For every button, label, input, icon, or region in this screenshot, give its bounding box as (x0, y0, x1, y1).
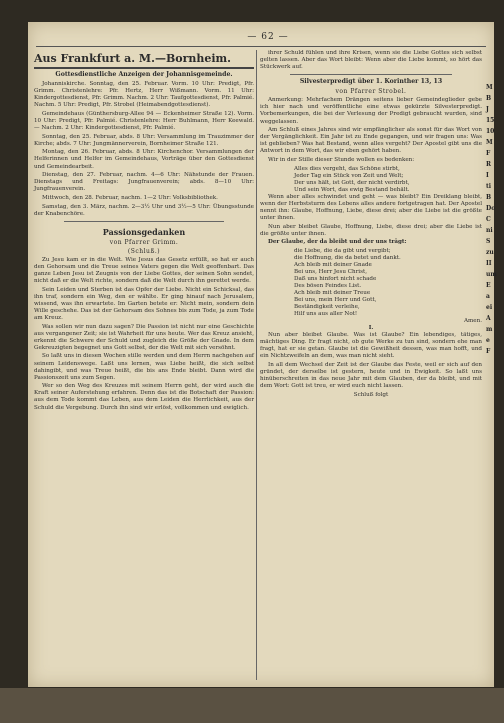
divider (290, 74, 452, 75)
masthead (34, 50, 254, 69)
announcements-list (34, 81, 254, 218)
edge-letter: F (486, 150, 491, 157)
hymn (260, 262, 482, 318)
edge-letter: um (486, 271, 497, 278)
right-intro: ihrer Schuld fühlen und ihre Krisen, wenn sie die Liebe Gottes sich selbst gelten lassen. Aber das Wort bleibt: Wenn aber die Liebe kommt, so hört das Stückwerk auf. (260, 50, 482, 71)
announcement-paragraph: Johanniskirche. Sonntag, den 25. Februar. Vorm. 10 Uhr: Predigt, Pfr. Grimm. Christenlehre: Pfr. Hertz, Herr Wißmann. Vorm. 11 Uhr: Kindergottesdienst, Pfr. Grimm. Nachm. 2 Uhr: Taufgottesdienst, Pfr. Palmié. Nachm. 5 Uhr: Predigt, Pfr. Strobel (Heimabendgottesdienst). (34, 81, 254, 109)
sermon-title: Passionsgedanken (102, 226, 186, 237)
hymn-line: Ach bleib mit deiner Treue (294, 289, 371, 296)
sermon-paragraph: Anmerkung: Mehrfachem Drängen seitens lieber Gemeindeglieder gebe ich hier nach und veröffentliche eine etwas gekürzte Silvesterpredigt. Vorbemerkungen, die bei der Verlesung der Predigt gebraucht wurden, sind weggelassen. (260, 97, 482, 125)
continued-note: Schluß folgt (353, 391, 389, 398)
sermon-paragraph: Nun aber bleibet Glaube, Hoffnung, Liebe, diese drei; aber die Liebe ist die größte unter ihnen. (260, 223, 482, 237)
edge-letter: M (486, 139, 493, 146)
adjacent-page-edge (486, 82, 497, 682)
divider (64, 221, 224, 222)
edge-letter: Do (486, 205, 496, 212)
edge-letter: F (486, 348, 491, 355)
points-heading: Der Glaube, der da bleibt und der uns trägt: (268, 239, 407, 246)
closing-paragraph: In all dem Wechsel der Zeit ist der Glaube das Feste, weil er sich auf den gründet, der derselbe ist gestern, heute und in Ewigkeit. So laßt uns hinüberschreiten in das neue Jahr mit dem Glauben, der da bleibt, und mit dem Wort: Gott ist treu, er wird euch nicht lassen. (260, 361, 482, 390)
edge-letter: I (486, 172, 489, 179)
edge-letter: A (486, 315, 491, 322)
column-separator (256, 50, 257, 680)
hymn-line: Beständigkeit verleihe, (294, 303, 360, 310)
silvester-body-2 (260, 194, 482, 238)
sermon-paragraph: Was sollen wir nun dazu sagen? Die Passion ist nicht nur eine Geschichte aus vergangener Zeit; sie ist Wahrheit für uns heute. Wer das Kreuz ansieht, erkennt die Schwere der Schuld und zugleich die Größe der Gnade. In dem Gekreuzigten begegnet uns Gott selbst, der die Welt mit sich versöhnt. (34, 323, 254, 351)
closing-paragraphs (260, 332, 482, 390)
edge-letter: M (486, 84, 493, 91)
announcement-paragraph: Dienstag, den 27. Februar, nachm. 4—6 Uhr: Nähstunde der Frauen. Dienstags und Freitags: Jungfrauenverein; abds. 8—10 Uhr: Jungfrauenverein. (34, 172, 254, 193)
edge-letter: C (486, 216, 491, 223)
announcement-paragraph: Gemeindehaus (Günthersburg-Allee 94 — Eckenheimer Straße 12). Vorm. 10 Uhr: Predigt, Pfr. Palmié. Christenlehre: Herr Buhlmann, Herr Keewald. — Nachm. 2 Uhr: Kindergottesdienst, Pfr. Palmié. (34, 110, 254, 132)
masthead-title: Aus Frankfurt a. M.—Bornheim. (34, 52, 232, 65)
poem-line: Und sein Wort, das ewig Bestand behält. (294, 186, 410, 193)
announcement-paragraph: Sonntag, den 25. Februar, abds. 8 Uhr: Versammlung im Trauzimmer der Kirche; abds. 7 Uhr: Jungmännerverein, Bornheimer Straße 121. (34, 133, 254, 147)
edge-letter: B (486, 95, 492, 102)
silvester-title: Silvesterpredigt über 1. Korinther 13, 13 (299, 78, 443, 86)
hymn-line: Daß uns hinfort nicht schade (294, 275, 377, 282)
edge-letter: R (486, 161, 491, 168)
hymn-line: Hilf uns aus aller Not! (294, 310, 358, 317)
point-line: die Hoffnung, die da betet und dankt. (294, 254, 401, 261)
edge-letter: m (486, 326, 493, 333)
edge-letter: ei (486, 304, 493, 311)
hymn-line: Bei uns, mein Herr und Gott, (294, 296, 377, 303)
sermon-paragraph: Zu Jesu kam er in die Welt. Wie Jesus das Gesetz erfüllt, so hat er auch den Gehorsam und die Treue seines Vaters gegen die Welt geoffenbart. Das ganze Leben Jesu ist Zeugnis von der Liebe Gottes, der seinen Sohn sendet, nicht daß er die Welt richte, sondern daß die Welt durch ihn gerettet werde. (34, 256, 254, 284)
closing-paragraph: Nun aber bleibet Glaube. Was ist Glaube? Ein lebendiges, tätiges, mächtiges Ding. Er fragt nicht, ob gute Werke zu tun sind, sondern ehe man fragt, hat er sie getan. Glaube ist die Gewißheit dessen, was man hofft, und ein Nichtzweifeln an dem, was man nicht sieht. (260, 331, 482, 360)
sermon-paragraph: Wenn aber alles schwindet und geht — was bleibt? Ein Dreiklang bleibt, wenn der Herbststurm des Lebens alles andere fortgetragen hat. Der Apostel nennt ihn: Glaube, Hoffnung, Liebe, diese drei; aber die Liebe ist die größte unter ihnen. (260, 193, 482, 221)
sermon-paragraph: Am Schluß eines Jahres sind wir empfänglicher als sonst für das Wort von der Vergänglichkeit. Ein Jahr ist zu Ende gegangen, und wir fragen uns: Was ist geblieben? Was hat Bestand, wenn alles vergeht? Der Apostel gibt uns die Antwort in dem Wort, das wir eben gehört haben. (260, 127, 482, 155)
points-list (260, 248, 482, 262)
left-column (34, 50, 254, 413)
announcement-paragraph: Montag, den 26. Februar, abds. 8 Uhr: Kirchenchor. Versammlungen der Helferinnen und Helfer im Gemeindehaus, Vorträge über den Gottesdienst und Gemeindearbeit. (34, 149, 254, 170)
amen: Amen. (463, 317, 482, 324)
edge-letter: ni (486, 227, 493, 234)
poem-line: Jeder Tag ein Stück von Zeit und Welt; (294, 172, 404, 179)
sermon-paragraph: So laßt uns in diesen Wochen stille werden und dem Herrn nachgehen auf seinem Leidenswege. Laßt uns lernen, was Liebe heißt, die sich selbst dahingibt, und was Treue heißt, die bis ans Ende bleibt. Dann wird die Passionszeit uns zum Segen. (34, 353, 254, 381)
sermon-paragraph: Sein Leiden und Sterben ist das Opfer der Liebe. Nicht ein Schicksal, das ihn traf, sondern ein Weg, den er wählte. Er ging hinauf nach Jerusalem, wissend, was ihn erwartete. Im Garten betete er: Nicht mein, sondern dein Wille geschehe. Das ist der Gehorsam des Sohnes bis zum Tode, ja zum Tode am Kreuz. (34, 286, 254, 321)
sermon-author: von Pfarrer Grimm. (109, 238, 179, 246)
sermon-paragraph: Wer so den Weg des Kreuzes mit seinem Herrn geht, der wird auch die Kraft seiner Auferstehung erfahren. Denn das ist die Botschaft der Passion: aus dem Tode kommt das Leben, aus dem Leiden die Herrlichkeit, aus der Schuld die Vergebung. Durch ihn sind wir erlöst, vollkommen und ewiglich. (34, 383, 254, 411)
newspaper-page (28, 22, 497, 687)
edge-letter: 15 (486, 117, 495, 124)
page-number: — 62 — (247, 32, 289, 42)
announcements-title: Gottesdienstliche Anzeigen der Johannisgemeinde. (55, 71, 233, 78)
edge-letter: E (486, 282, 491, 289)
edge-letter: 10 (486, 128, 495, 135)
poem-line: Der uns hält, ist Gott, der nicht verdirbt, (294, 179, 410, 186)
silvester-body (260, 97, 482, 164)
poem-line: Alles dies vergeht, das Schöne stirbt, (294, 165, 400, 172)
edge-letter: e (486, 337, 490, 344)
sermon-note: (Schluß.) (127, 247, 161, 255)
right-column (260, 50, 482, 399)
hymn-line: Des bösen Feindes List. (294, 282, 362, 289)
hymn-line: Bei uns, Herr Jesu Christ, (294, 268, 367, 275)
announcement-paragraph: Samstag, den 3. März, nachm. 2—3½ Uhr und 3½—5 Uhr: Übungsstunde der Knabenchöre. (34, 203, 254, 217)
sermon-paragraph: Wir in der Stille dieser Stunde wollen es bedenken: (268, 157, 415, 164)
edge-letter: II (486, 260, 492, 267)
announcement-paragraph: Mittwoch, den 28. Februar, nachm. 1—2 Uhr: Volksbibliothek. (42, 194, 218, 201)
sermon-body (34, 257, 254, 412)
hymn-line: Ach bleib mit deiner Gnade (294, 261, 372, 268)
edge-letter: a (486, 293, 490, 300)
edge-letter: ti (486, 183, 492, 190)
poem (260, 166, 482, 194)
edge-letter: zu (486, 249, 494, 256)
point-line: die Liebe, die da gibt und vergibt; (294, 247, 391, 254)
scan-background (0, 688, 504, 723)
part-one: I. (368, 324, 374, 331)
silvester-author: von Pfarrer Strobel. (335, 88, 407, 96)
top-rule (36, 46, 486, 47)
edge-letter: S (486, 238, 491, 245)
edge-letter: B (486, 194, 492, 201)
edge-letter: J (486, 106, 489, 113)
